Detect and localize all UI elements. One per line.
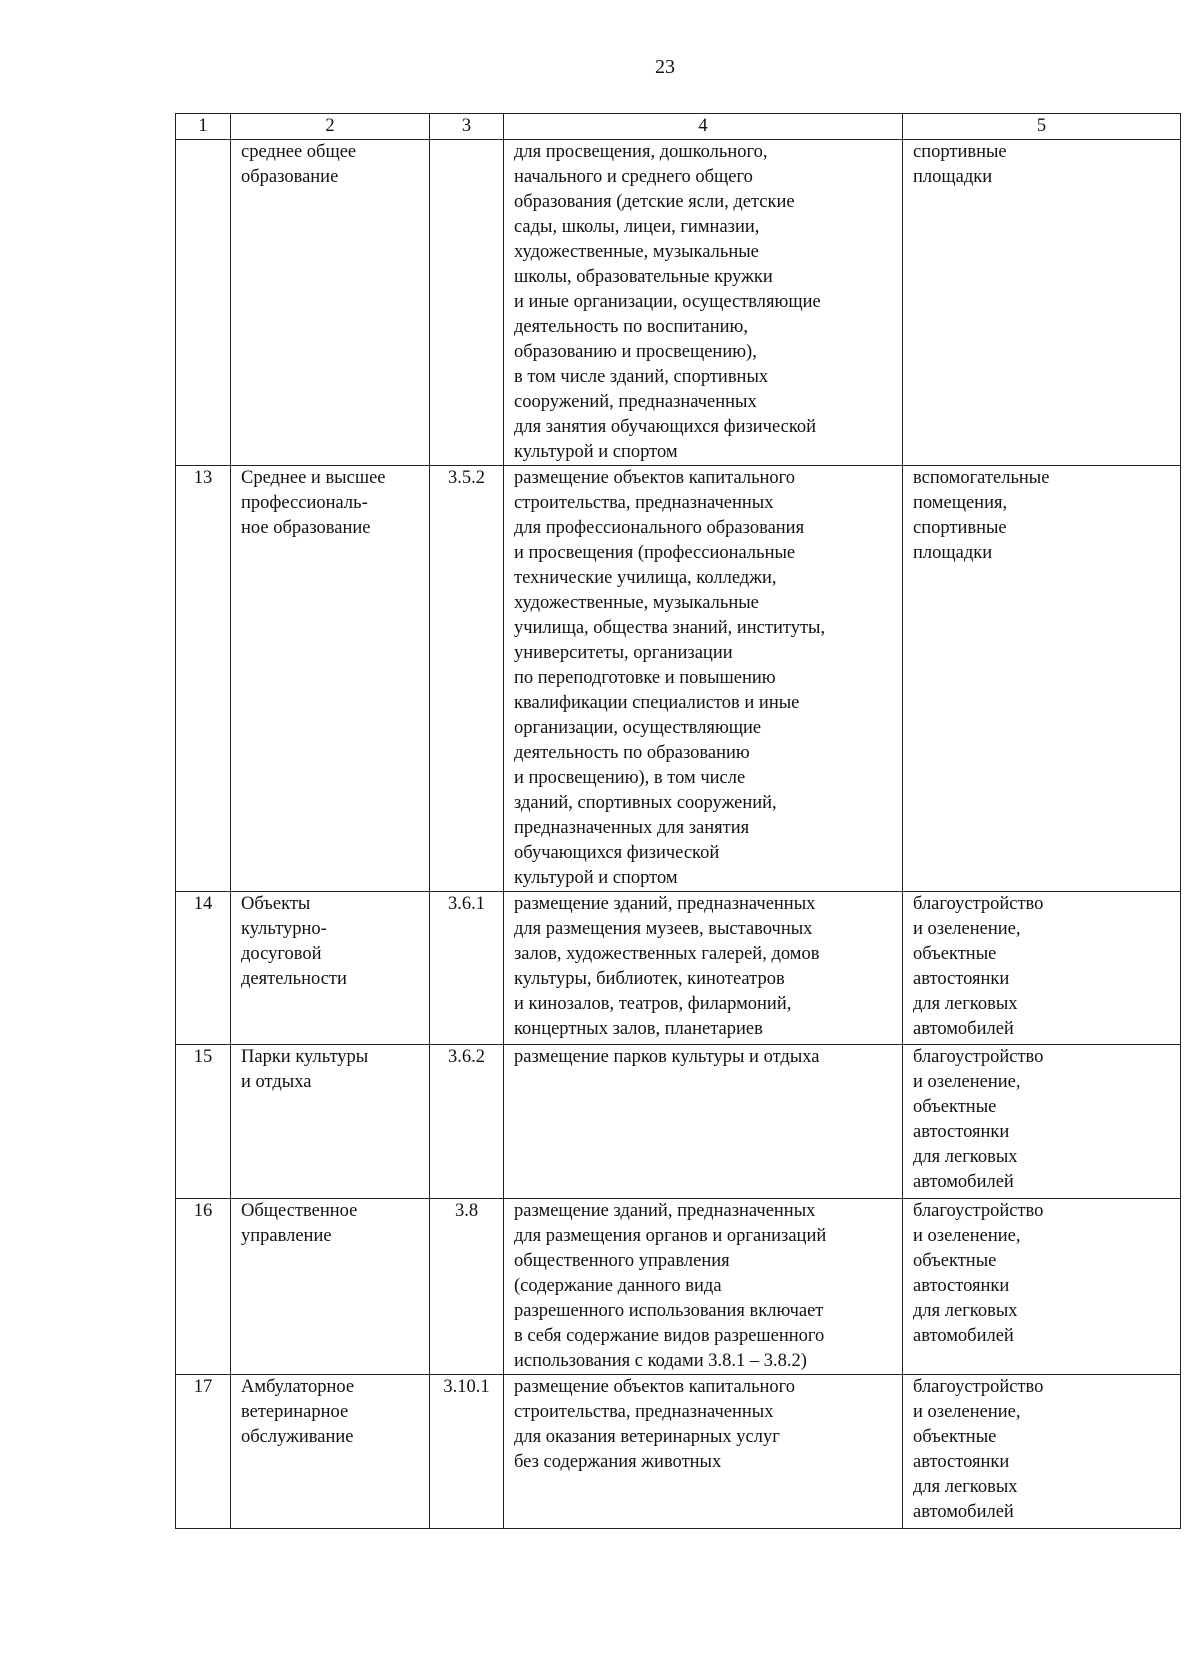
use-type-code: 3.10.1 [430,1375,504,1529]
use-type-name: Объекты культурно- досуговой деятельности [231,892,430,1045]
auxiliary-uses: благоустройство и озеленение, объектные автостоянки для легковых автомобилей [903,892,1181,1045]
use-type-description: размещение объектов капитального строительства, предназначенных для оказания ветеринарных услуг без содержания животных [504,1375,903,1529]
row-number: 14 [176,892,231,1045]
use-type-code: 3.6.1 [430,892,504,1045]
column-header-4: 4 [504,114,903,140]
auxiliary-uses: благоустройство и озеленение, объектные автостоянки для легковых автомобилей [903,1045,1181,1199]
column-header-2: 2 [231,114,430,140]
table-row [176,140,1181,466]
use-type-description: размещение объектов капитального строительства, предназначенных для профессионального образования и просвещения (профессиональные технические училища, колледжи, художественные, музыкальные училища, общества знаний, институты, университеты, организации по переподготовке и повышению квалификации специалистов и иные организации, осуществляющие деятельность по образованию и просвещению), в том числе зданий, спортивных сооружений, предназначенных для занятия обучающихся физической культурой и спортом [504,466,903,892]
row-number: 16 [176,1199,231,1375]
auxiliary-uses: спортивные площадки [903,140,1181,466]
use-type-name: Среднее и высшее профессиональ- ное образование [231,466,430,892]
row-number: 13 [176,466,231,892]
column-header-1: 1 [176,114,231,140]
use-type-code: 3.6.2 [430,1045,504,1199]
table-row [176,466,1181,892]
use-type-name: Общественное управление [231,1199,430,1375]
table-row [176,1375,1181,1529]
page-number: 23 [655,56,675,78]
table-header-row [176,114,1181,140]
table-row [176,1199,1181,1375]
table-row [176,1045,1181,1199]
row-number: 17 [176,1375,231,1529]
use-type-description: размещение парков культуры и отдыха [504,1045,903,1199]
use-type-description: для просвещения, дошкольного, начального и среднего общего образования (детские ясли, детские сады, школы, лицеи, гимназии, художественные, музыкальные школы, образовательные кружки и иные организации, осуществляющие деятельность по воспитанию, образованию и просвещению), в том числе зданий, спортивных сооружений, предназначенных для занятия обучающихся физической культурой и спортом [504,140,903,466]
auxiliary-uses: благоустройство и озеленение, объектные автостоянки для легковых автомобилей [903,1199,1181,1375]
use-type-name: Амбулаторное ветеринарное обслуживание [231,1375,430,1529]
row-number: 15 [176,1045,231,1199]
row-number [176,140,231,466]
use-type-code: 3.8 [430,1199,504,1375]
land-use-table [175,113,1181,1529]
use-type-name: Парки культуры и отдыха [231,1045,430,1199]
column-header-3: 3 [430,114,504,140]
table-row [176,892,1181,1045]
use-type-code [430,140,504,466]
use-type-description: размещение зданий, предназначенных для размещения органов и организаций общественного управления (содержание данного вида разрешенного использования включает в себя содержание видов разрешенного использования с кодами 3.8.1 – 3.8.2) [504,1199,903,1375]
column-header-5: 5 [903,114,1181,140]
use-type-code: 3.5.2 [430,466,504,892]
use-type-name: среднее общее образование [231,140,430,466]
use-type-description: размещение зданий, предназначенных для размещения музеев, выставочных залов, художественных галерей, домов культуры, библиотек, кинотеатров и кинозалов, театров, филармоний, концертных залов, планетариев [504,892,903,1045]
auxiliary-uses: вспомогательные помещения, спортивные площадки [903,466,1181,892]
auxiliary-uses: благоустройство и озеленение, объектные автостоянки для легковых автомобилей [903,1375,1181,1529]
